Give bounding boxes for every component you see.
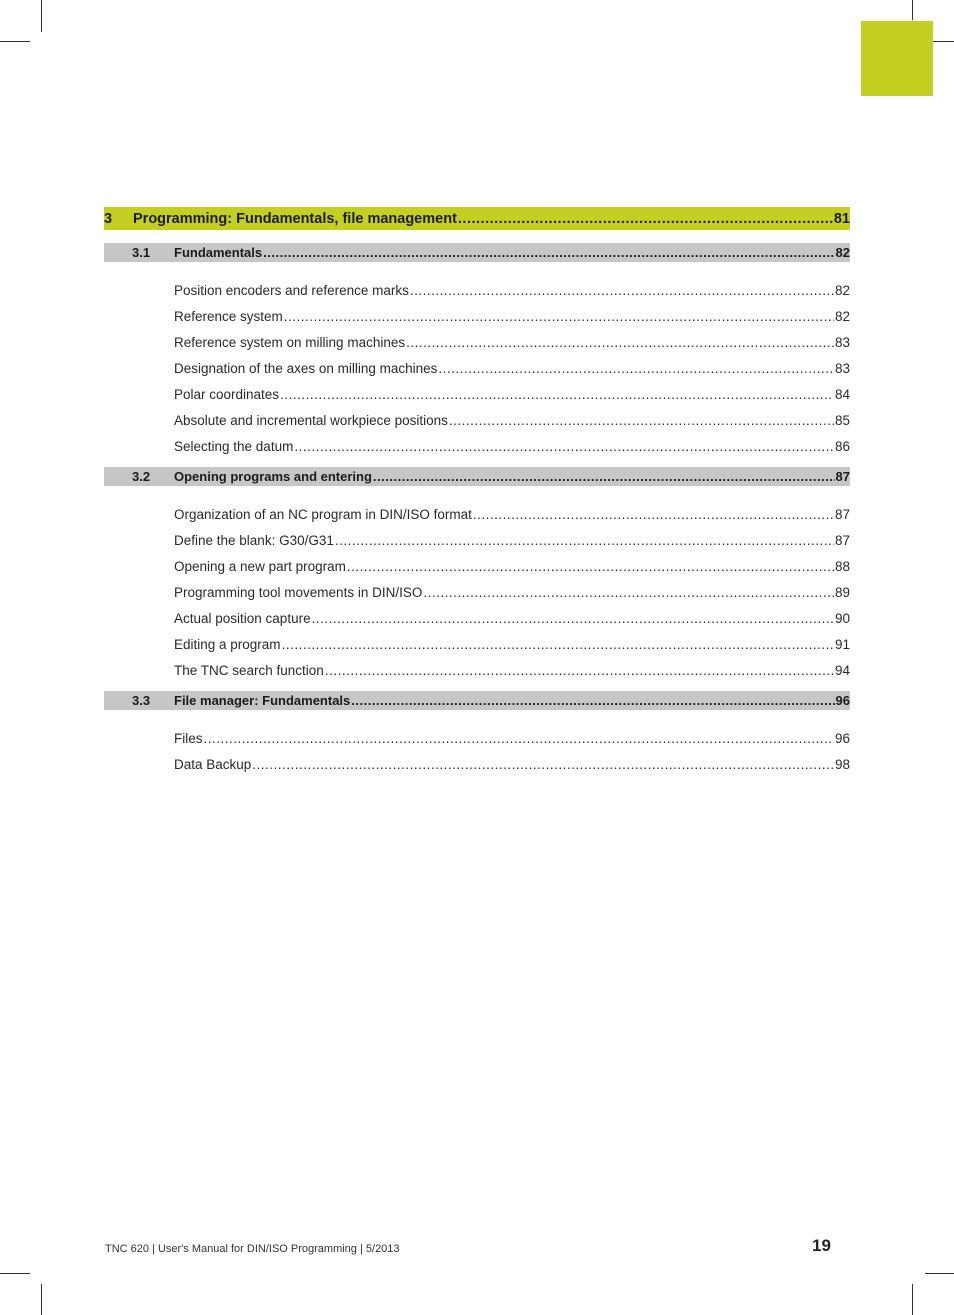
- section-number: 3.2: [132, 469, 151, 484]
- leader-dots: [458, 211, 833, 227]
- entry-page: 84: [834, 387, 850, 402]
- leader-dots: [423, 585, 834, 600]
- chapter-page: 81: [833, 210, 850, 227]
- entry-title: Programming tool movements in DIN/ISO: [174, 585, 423, 600]
- entry-page: 91: [834, 637, 850, 652]
- toc-entry[interactable]: [104, 551, 850, 577]
- chapter-tab-marker: [861, 21, 933, 96]
- entry-page: 86: [834, 439, 850, 454]
- crop-mark: [41, 1284, 42, 1315]
- section-title: Fundamentals: [174, 245, 263, 260]
- entry-title: Organization of an NC program in DIN/ISO format: [174, 507, 472, 522]
- entry-title: Actual position capture: [174, 611, 311, 626]
- section-page: 96: [835, 693, 850, 708]
- toc-entry[interactable]: [104, 749, 850, 775]
- crop-mark: [0, 1273, 30, 1274]
- toc-entry[interactable]: [104, 275, 850, 301]
- toc-entry[interactable]: [104, 723, 850, 749]
- entry-page: 94: [834, 663, 850, 678]
- entry-title: Editing a program: [174, 637, 281, 652]
- leader-dots: [351, 693, 834, 708]
- entry-page: 98: [834, 757, 850, 772]
- leader-dots: [438, 361, 834, 376]
- entry-title: Files: [174, 731, 203, 746]
- leader-dots: [473, 507, 834, 522]
- toc-entry[interactable]: [104, 405, 850, 431]
- entry-page: 83: [834, 361, 850, 376]
- entry-page: 85: [834, 413, 850, 428]
- toc-section-row[interactable]: [104, 467, 850, 486]
- crop-mark: [933, 41, 954, 42]
- leader-dots: [373, 469, 835, 484]
- entry-title: Reference system: [174, 309, 283, 324]
- leader-dots: [410, 283, 834, 298]
- entry-title: Absolute and incremental workpiece positions: [174, 413, 448, 428]
- section-title: Opening programs and entering: [174, 469, 372, 484]
- toc-entry[interactable]: [104, 379, 850, 405]
- chapter-title: Programming: Fundamentals, file management: [133, 210, 457, 227]
- entry-page: 88: [834, 559, 850, 574]
- entry-page: 96: [834, 731, 850, 746]
- crop-mark: [912, 1284, 913, 1315]
- footer-text: TNC 620 | User's Manual for DIN/ISO Programming | 5/2013: [105, 1243, 400, 1255]
- entry-title: Opening a new part program: [174, 559, 346, 574]
- toc-entry[interactable]: [104, 525, 850, 551]
- entry-title: Designation of the axes on milling machines: [174, 361, 438, 376]
- section-title: File manager: Fundamentals: [174, 693, 351, 708]
- toc-entry[interactable]: [104, 327, 850, 353]
- toc-entry[interactable]: [104, 603, 850, 629]
- entry-page: 90: [834, 611, 850, 626]
- leader-dots: [347, 559, 834, 574]
- toc-entry[interactable]: [104, 301, 850, 327]
- entry-title: The TNC search function: [174, 663, 324, 678]
- leader-dots: [282, 637, 834, 652]
- page-number: 19: [812, 1236, 831, 1255]
- entry-title: Position encoders and reference marks: [174, 283, 409, 298]
- toc-entry[interactable]: [104, 431, 850, 457]
- entry-page: 82: [834, 309, 850, 324]
- toc-entry[interactable]: [104, 655, 850, 681]
- leader-dots: [280, 387, 834, 402]
- entry-title: Reference system on milling machines: [174, 335, 406, 350]
- toc-entry[interactable]: [104, 499, 850, 525]
- entry-title: Selecting the datum: [174, 439, 294, 454]
- leader-dots: [204, 731, 834, 746]
- leader-dots: [325, 663, 834, 678]
- entry-page: 87: [834, 533, 850, 548]
- crop-mark: [0, 41, 30, 42]
- section-number: 3.3: [132, 693, 151, 708]
- entry-page: 82: [834, 283, 850, 298]
- entry-page: 87: [834, 507, 850, 522]
- crop-mark: [41, 0, 42, 32]
- toc-entry[interactable]: [104, 353, 850, 379]
- leader-dots: [263, 245, 834, 260]
- toc-section-row[interactable]: [104, 691, 850, 710]
- section-number: 3.1: [132, 245, 151, 260]
- entry-title: Data Backup: [174, 757, 252, 772]
- toc-entry[interactable]: [104, 629, 850, 655]
- chapter-number: 3: [104, 210, 113, 227]
- section-page: 82: [835, 245, 850, 260]
- table-of-contents: [104, 207, 850, 775]
- leader-dots: [284, 309, 834, 324]
- entry-title: Polar coordinates: [174, 387, 280, 402]
- toc-chapter-row[interactable]: [104, 207, 850, 230]
- leader-dots: [312, 611, 834, 626]
- leader-dots: [335, 533, 834, 548]
- leader-dots: [294, 439, 834, 454]
- entry-page: 89: [834, 585, 850, 600]
- leader-dots: [449, 413, 834, 428]
- entry-title: Define the blank: G30/G31: [174, 533, 334, 548]
- toc-entry[interactable]: [104, 577, 850, 603]
- entry-page: 83: [834, 335, 850, 350]
- leader-dots: [406, 335, 834, 350]
- crop-mark: [925, 1273, 954, 1274]
- leader-dots: [252, 757, 834, 772]
- section-page: 87: [835, 469, 850, 484]
- crop-mark: [912, 0, 913, 20]
- toc-section-row[interactable]: [104, 243, 850, 262]
